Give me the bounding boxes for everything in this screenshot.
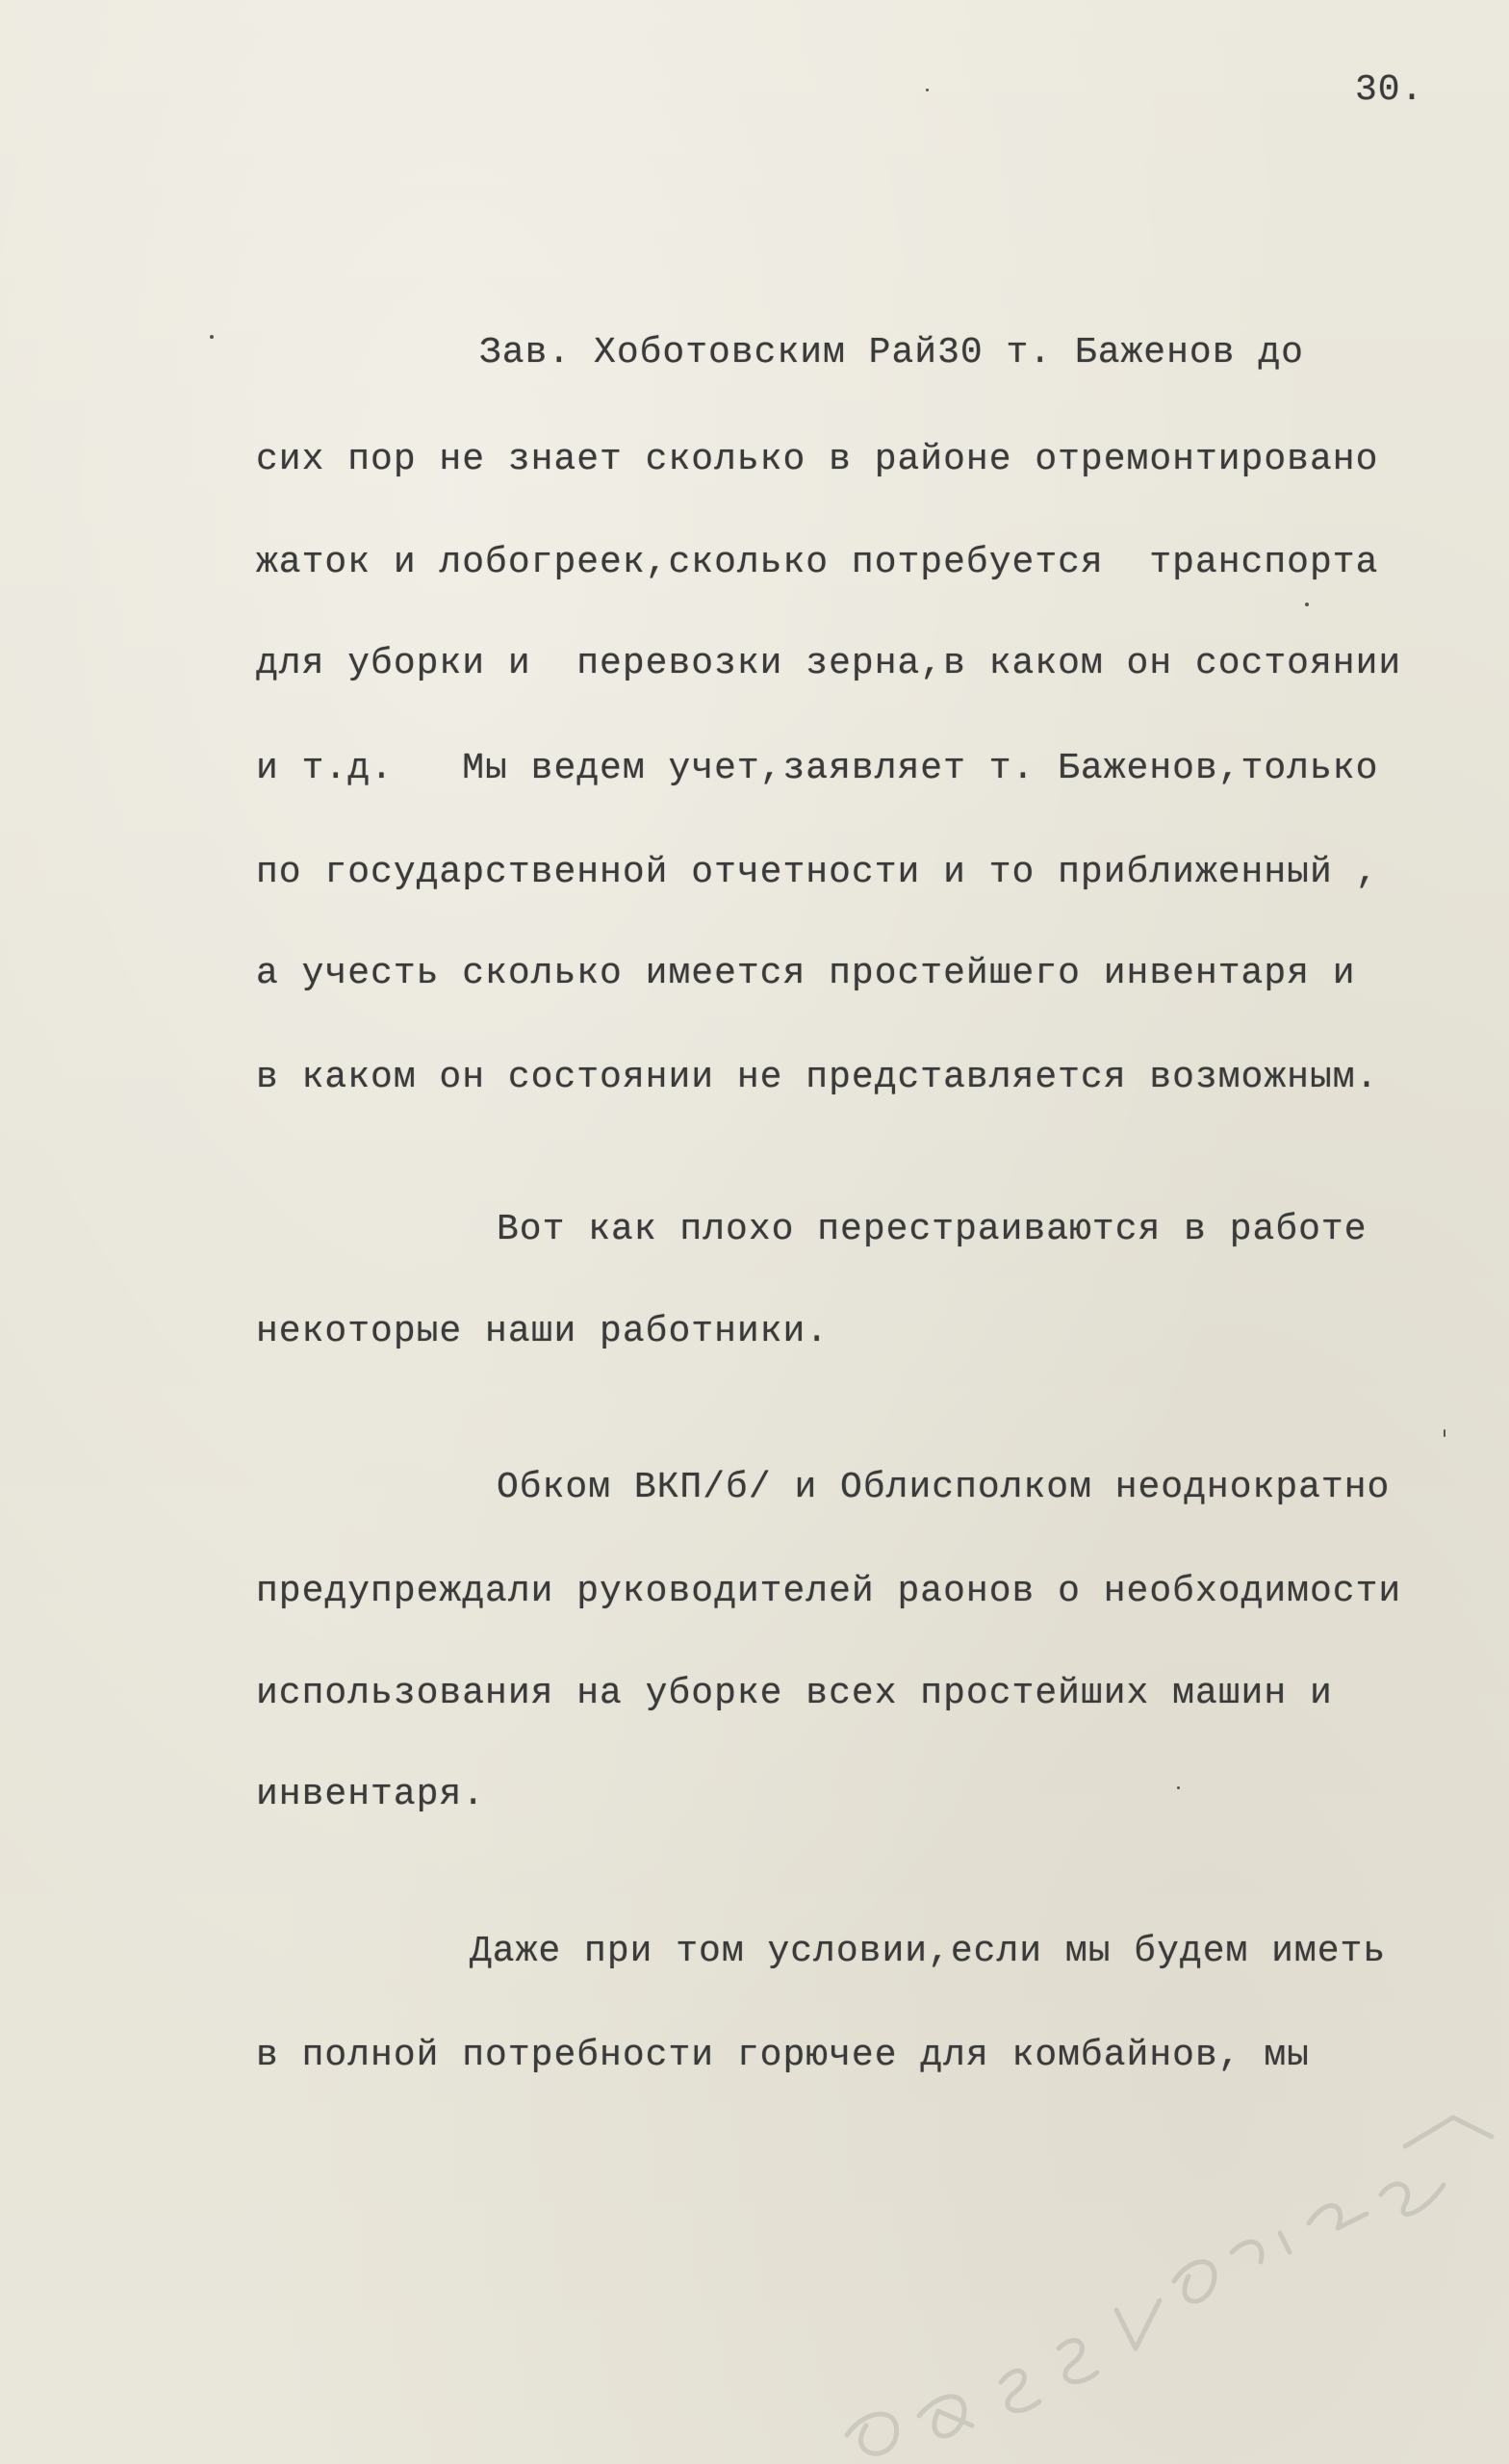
text-line: для уборки и перевозки зерна,в каком он состоянии — [256, 643, 1402, 684]
watermark-logo — [828, 2060, 1501, 2464]
text-line: по государственной отчетности и то приближенный , — [256, 852, 1379, 893]
text-line: использования на уборке всех простейших машин и — [256, 1673, 1333, 1714]
text-line: а учесть сколько имеется простейшего инвентаря и — [256, 953, 1356, 994]
page-number: 30. — [1355, 69, 1424, 111]
text-line: жаток и лобогреек,сколько потребуется транспорта — [256, 542, 1379, 583]
text-line: Даже при том условии,если мы будем иметь — [470, 1931, 1387, 1972]
text-line: Вот как плохо перестраиваются в работе — [497, 1209, 1368, 1250]
text-line: некоторые наши работники. — [256, 1311, 830, 1352]
text-line: инвентаря. — [256, 1774, 486, 1815]
paper-speck — [210, 335, 214, 339]
text-line: и т.д. Мы ведем учет,заявляет т. Баженов,только — [256, 748, 1379, 789]
paper-speck — [1444, 1429, 1445, 1437]
paper-speck — [1305, 603, 1309, 606]
paper-speck — [926, 89, 929, 91]
text-line: в полной потребности горючее для комбайнов, мы — [256, 2035, 1310, 2076]
text-line: предупреждали руководителей раонов о необходимости — [256, 1571, 1402, 1612]
text-line: сих пор не знает сколько в районе отремонтировано — [256, 439, 1379, 480]
text-line: в каком он состоянии не представляется возможным. — [256, 1057, 1379, 1098]
text-line: Обком ВКП/б/ и Облисполком неоднократно — [497, 1467, 1391, 1508]
paper-speck — [1177, 1786, 1180, 1789]
text-line: Зав. Хоботовским Рай30 т. Баженов до — [479, 332, 1304, 373]
